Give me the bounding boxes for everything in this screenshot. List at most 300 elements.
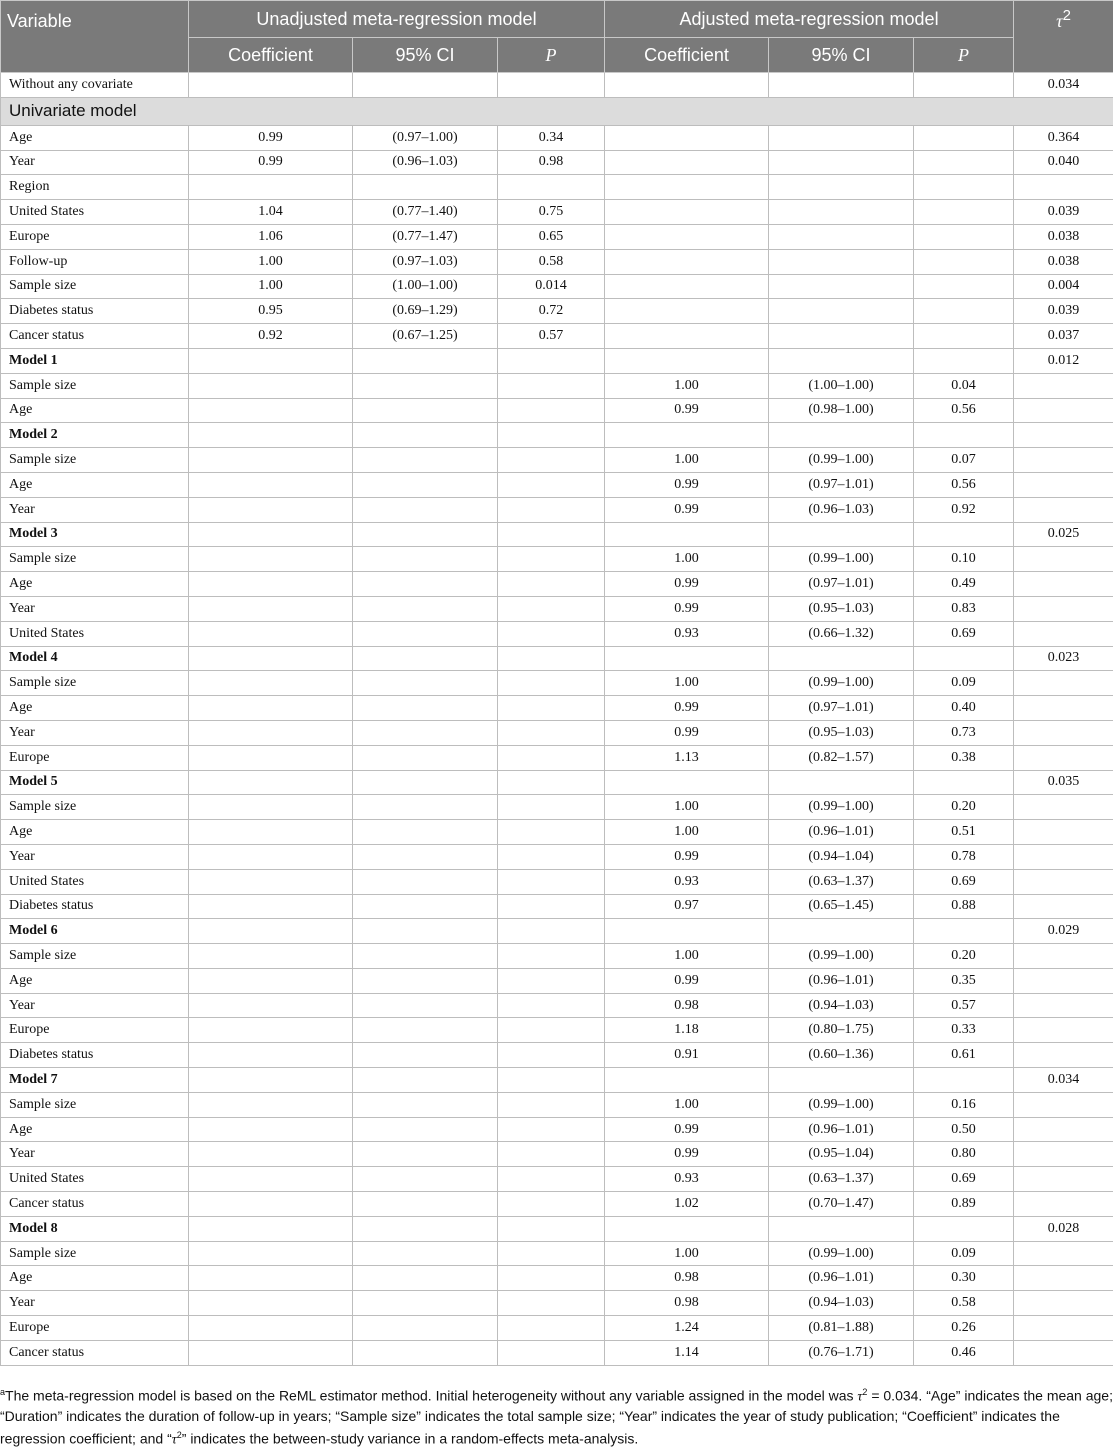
adjusted-p: 0.40 xyxy=(914,696,1014,721)
adjusted-p xyxy=(914,274,1014,299)
unadjusted-p xyxy=(498,423,605,448)
unadjusted-ci xyxy=(353,572,498,597)
adjusted-p xyxy=(914,423,1014,448)
unadjusted-p xyxy=(498,894,605,919)
unadjusted-p xyxy=(498,919,605,944)
tau-squared xyxy=(1014,1142,1113,1167)
unadjusted-p xyxy=(498,348,605,373)
adjusted-ci: (0.99–1.00) xyxy=(769,448,914,473)
tau-squared xyxy=(1014,448,1113,473)
unadjusted-p xyxy=(498,522,605,547)
footnote-text-3: ” indicates the between-study variance in a random-effects meta-analysis. xyxy=(182,1430,639,1446)
table-row xyxy=(1,1142,1113,1167)
adjusted-ci: (0.97–1.01) xyxy=(769,696,914,721)
adjusted-p: 0.57 xyxy=(914,993,1014,1018)
table-row xyxy=(1,844,1113,869)
unadjusted-coefficient xyxy=(189,1316,353,1341)
tau-squared xyxy=(1014,472,1113,497)
unadjusted-ci: (0.97–1.00) xyxy=(353,125,498,150)
unadjusted-p xyxy=(498,646,605,671)
unadjusted-p: 0.58 xyxy=(498,249,605,274)
adjusted-p xyxy=(914,73,1014,98)
unadjusted-p: 0.014 xyxy=(498,274,605,299)
adjusted-coefficient xyxy=(605,73,769,98)
table-row xyxy=(1,73,1113,98)
adjusted-coefficient: 1.13 xyxy=(605,745,769,770)
label-cell: Europe xyxy=(1,745,189,770)
table-row xyxy=(1,572,1113,597)
adjusted-p: 0.09 xyxy=(914,1241,1014,1266)
tau-symbol: τ xyxy=(1056,11,1062,31)
tau-squared: 0.038 xyxy=(1014,249,1113,274)
unadjusted-p xyxy=(498,73,605,98)
label-cell: Sample size xyxy=(1,1241,189,1266)
tau-squared xyxy=(1014,795,1113,820)
adjusted-p: 0.04 xyxy=(914,373,1014,398)
table-row xyxy=(1,1167,1113,1192)
unadjusted-ci xyxy=(353,596,498,621)
table-body xyxy=(1,73,1113,1366)
unadjusted-ci: (0.97–1.03) xyxy=(353,249,498,274)
unadjusted-p xyxy=(498,1092,605,1117)
table-row xyxy=(1,1043,1113,1068)
unadjusted-p xyxy=(498,844,605,869)
tau-squared: 0.039 xyxy=(1014,200,1113,225)
tau-squared xyxy=(1014,1117,1113,1142)
unadjusted-ci xyxy=(353,820,498,845)
adjusted-p xyxy=(914,200,1014,225)
label-cell: Age xyxy=(1,125,189,150)
tau-squared xyxy=(1014,1266,1113,1291)
label-cell: Year xyxy=(1,596,189,621)
tau-squared xyxy=(1014,820,1113,845)
label-cell: Age xyxy=(1,572,189,597)
adjusted-p xyxy=(914,646,1014,671)
adjusted-ci xyxy=(769,224,914,249)
unadjusted-ci: (0.77–1.40) xyxy=(353,200,498,225)
adjusted-coefficient: 1.00 xyxy=(605,373,769,398)
label-cell: Model 4 xyxy=(1,646,189,671)
unadjusted-p xyxy=(498,770,605,795)
unadjusted-coefficient xyxy=(189,1291,353,1316)
adjusted-coefficient xyxy=(605,1068,769,1093)
model-header-row xyxy=(1,423,1113,448)
unadjusted-coefficient xyxy=(189,1167,353,1192)
tau-squared xyxy=(1014,844,1113,869)
unadjusted-p xyxy=(498,398,605,423)
adjusted-coefficient: 0.99 xyxy=(605,497,769,522)
unadjusted-p xyxy=(498,795,605,820)
adjusted-coefficient xyxy=(605,646,769,671)
tau-squared xyxy=(1014,1092,1113,1117)
unadjusted-coefficient xyxy=(189,1018,353,1043)
adjusted-p xyxy=(914,919,1014,944)
adjusted-p: 0.35 xyxy=(914,968,1014,993)
table-row xyxy=(1,1316,1113,1341)
unadjusted-p xyxy=(498,1043,605,1068)
footnote-text-2: = 0.034. “Age” indicates the mean age; “Duration” indicates the duration of follow-up in years; “Sample size” indicates the total sample size; “Year” indicates the year of study publication; “Coefficient” indicates the regression coefficient; and “ xyxy=(0,1388,1113,1447)
unadjusted-coefficient xyxy=(189,1092,353,1117)
tau-squared xyxy=(1014,696,1113,721)
tau-squared xyxy=(1014,621,1113,646)
adjusted-coefficient xyxy=(605,175,769,200)
tau-squared xyxy=(1014,1167,1113,1192)
adjusted-ci: (0.99–1.00) xyxy=(769,795,914,820)
adjusted-ci xyxy=(769,200,914,225)
tau-squared: 0.028 xyxy=(1014,1216,1113,1241)
table-row xyxy=(1,497,1113,522)
unadjusted-p: 0.72 xyxy=(498,299,605,324)
unadjusted-coefficient xyxy=(189,73,353,98)
adjusted-ci xyxy=(769,1068,914,1093)
table-row xyxy=(1,373,1113,398)
table-row xyxy=(1,200,1113,225)
tau-squared: 0.034 xyxy=(1014,1068,1113,1093)
header-adjusted-coefficient: Coefficient xyxy=(605,38,769,73)
unadjusted-p xyxy=(498,1241,605,1266)
unadjusted-ci xyxy=(353,844,498,869)
unadjusted-ci xyxy=(353,175,498,200)
adjusted-p: 0.51 xyxy=(914,820,1014,845)
adjusted-coefficient: 0.97 xyxy=(605,894,769,919)
unadjusted-p xyxy=(498,1316,605,1341)
label-cell: Model 6 xyxy=(1,919,189,944)
unadjusted-coefficient xyxy=(189,820,353,845)
adjusted-coefficient: 1.00 xyxy=(605,671,769,696)
adjusted-coefficient: 1.18 xyxy=(605,1018,769,1043)
unadjusted-coefficient xyxy=(189,1216,353,1241)
adjusted-coefficient: 0.99 xyxy=(605,844,769,869)
unadjusted-ci xyxy=(353,1092,498,1117)
table-header xyxy=(1,1,1113,73)
unadjusted-p: 0.57 xyxy=(498,324,605,349)
model-header-row xyxy=(1,646,1113,671)
table-row xyxy=(1,1241,1113,1266)
tau-squared xyxy=(1014,596,1113,621)
label-cell: Sample size xyxy=(1,671,189,696)
table-row xyxy=(1,448,1113,473)
adjusted-coefficient: 0.99 xyxy=(605,472,769,497)
tau-squared: 0.004 xyxy=(1014,274,1113,299)
table-row xyxy=(1,745,1113,770)
adjusted-coefficient: 0.99 xyxy=(605,596,769,621)
label-cell: Cancer status xyxy=(1,324,189,349)
unadjusted-p xyxy=(498,448,605,473)
unadjusted-p xyxy=(498,671,605,696)
adjusted-p: 0.46 xyxy=(914,1340,1014,1365)
unadjusted-ci xyxy=(353,423,498,448)
unadjusted-ci xyxy=(353,398,498,423)
table-row xyxy=(1,299,1113,324)
unadjusted-p xyxy=(498,175,605,200)
adjusted-coefficient: 1.00 xyxy=(605,1241,769,1266)
table-row xyxy=(1,621,1113,646)
adjusted-coefficient: 0.93 xyxy=(605,1167,769,1192)
adjusted-p: 0.69 xyxy=(914,1167,1014,1192)
table-row xyxy=(1,1340,1113,1365)
adjusted-ci: (0.80–1.75) xyxy=(769,1018,914,1043)
unadjusted-ci xyxy=(353,1167,498,1192)
tau-squared: 0.035 xyxy=(1014,770,1113,795)
table-row xyxy=(1,547,1113,572)
header-unadjusted: Unadjusted meta-regression model xyxy=(189,1,605,38)
adjusted-coefficient: 0.99 xyxy=(605,968,769,993)
label-cell: Sample size xyxy=(1,1092,189,1117)
adjusted-p: 0.20 xyxy=(914,944,1014,969)
adjusted-p xyxy=(914,150,1014,175)
tau-squared xyxy=(1014,869,1113,894)
tau-squared: 0.038 xyxy=(1014,224,1113,249)
tau-squared xyxy=(1014,1043,1113,1068)
unadjusted-ci: (0.69–1.29) xyxy=(353,299,498,324)
footnote-tau-symbol: τ xyxy=(857,1390,862,1405)
unadjusted-ci xyxy=(353,671,498,696)
table-row xyxy=(1,944,1113,969)
adjusted-coefficient xyxy=(605,200,769,225)
unadjusted-ci xyxy=(353,993,498,1018)
unadjusted-ci xyxy=(353,696,498,721)
unadjusted-ci xyxy=(353,795,498,820)
tau-squared xyxy=(1014,175,1113,200)
tau-squared xyxy=(1014,1241,1113,1266)
unadjusted-coefficient xyxy=(189,497,353,522)
label-cell: Diabetes status xyxy=(1,1043,189,1068)
unadjusted-p xyxy=(498,1340,605,1365)
unadjusted-ci xyxy=(353,894,498,919)
adjusted-ci: (0.99–1.00) xyxy=(769,1092,914,1117)
label-cell: Model 5 xyxy=(1,770,189,795)
unadjusted-coefficient xyxy=(189,1043,353,1068)
unadjusted-ci xyxy=(353,646,498,671)
adjusted-coefficient: 1.00 xyxy=(605,944,769,969)
adjusted-coefficient: 1.24 xyxy=(605,1316,769,1341)
tau-squared: 0.040 xyxy=(1014,150,1113,175)
label-cell: Year xyxy=(1,720,189,745)
unadjusted-coefficient xyxy=(189,1266,353,1291)
unadjusted-p xyxy=(498,472,605,497)
table-row xyxy=(1,671,1113,696)
table-row xyxy=(1,869,1113,894)
adjusted-ci: (0.96–1.03) xyxy=(769,497,914,522)
adjusted-coefficient xyxy=(605,299,769,324)
unadjusted-p xyxy=(498,572,605,597)
table-row xyxy=(1,1092,1113,1117)
unadjusted-ci xyxy=(353,547,498,572)
unadjusted-coefficient: 0.99 xyxy=(189,125,353,150)
unadjusted-ci xyxy=(353,497,498,522)
label-cell: Model 7 xyxy=(1,1068,189,1093)
adjusted-p: 0.73 xyxy=(914,720,1014,745)
table-row xyxy=(1,696,1113,721)
label-cell: Cancer status xyxy=(1,1192,189,1217)
table-row xyxy=(1,1291,1113,1316)
label-cell: Year xyxy=(1,1142,189,1167)
adjusted-ci: (0.99–1.00) xyxy=(769,547,914,572)
unadjusted-coefficient xyxy=(189,621,353,646)
model-header-row xyxy=(1,919,1113,944)
unadjusted-p xyxy=(498,968,605,993)
tau-squared xyxy=(1014,547,1113,572)
adjusted-ci: (1.00–1.00) xyxy=(769,373,914,398)
tau-squared xyxy=(1014,572,1113,597)
header-tau-squared xyxy=(1014,1,1113,73)
unadjusted-ci xyxy=(353,1216,498,1241)
tau-squared xyxy=(1014,1192,1113,1217)
unadjusted-coefficient xyxy=(189,646,353,671)
unadjusted-ci xyxy=(353,745,498,770)
label-cell: Sample size xyxy=(1,944,189,969)
adjusted-ci xyxy=(769,150,914,175)
unadjusted-coefficient xyxy=(189,720,353,745)
adjusted-coefficient xyxy=(605,423,769,448)
unadjusted-p: 0.98 xyxy=(498,150,605,175)
unadjusted-coefficient: 1.04 xyxy=(189,200,353,225)
adjusted-p: 0.56 xyxy=(914,398,1014,423)
unadjusted-p xyxy=(498,869,605,894)
unadjusted-coefficient xyxy=(189,869,353,894)
adjusted-p: 0.30 xyxy=(914,1266,1014,1291)
unadjusted-coefficient xyxy=(189,472,353,497)
unadjusted-coefficient xyxy=(189,1068,353,1093)
label-cell: Year xyxy=(1,150,189,175)
adjusted-coefficient: 0.99 xyxy=(605,1117,769,1142)
adjusted-ci: (0.94–1.03) xyxy=(769,1291,914,1316)
unadjusted-p xyxy=(498,373,605,398)
adjusted-p xyxy=(914,299,1014,324)
unadjusted-coefficient: 1.06 xyxy=(189,224,353,249)
table-footnote xyxy=(0,1383,1113,1449)
unadjusted-ci xyxy=(353,1291,498,1316)
unadjusted-coefficient xyxy=(189,745,353,770)
table-row xyxy=(1,175,1113,200)
table-row xyxy=(1,398,1113,423)
adjusted-ci: (0.97–1.01) xyxy=(769,572,914,597)
adjusted-ci: (0.96–1.01) xyxy=(769,968,914,993)
adjusted-p xyxy=(914,249,1014,274)
adjusted-ci: (0.76–1.71) xyxy=(769,1340,914,1365)
adjusted-coefficient: 0.99 xyxy=(605,696,769,721)
adjusted-coefficient: 1.14 xyxy=(605,1340,769,1365)
adjusted-p: 0.69 xyxy=(914,621,1014,646)
adjusted-p: 0.20 xyxy=(914,795,1014,820)
tau-squared: 0.034 xyxy=(1014,73,1113,98)
label-cell: Model 2 xyxy=(1,423,189,448)
unadjusted-coefficient xyxy=(189,175,353,200)
adjusted-ci xyxy=(769,423,914,448)
adjusted-ci: (0.94–1.03) xyxy=(769,993,914,1018)
unadjusted-ci xyxy=(353,919,498,944)
label-cell: Europe xyxy=(1,1316,189,1341)
tau-squared xyxy=(1014,398,1113,423)
adjusted-ci xyxy=(769,770,914,795)
adjusted-ci: (0.99–1.00) xyxy=(769,944,914,969)
adjusted-p: 0.50 xyxy=(914,1117,1014,1142)
unadjusted-ci xyxy=(353,448,498,473)
unadjusted-ci xyxy=(353,73,498,98)
tau-squared: 0.037 xyxy=(1014,324,1113,349)
footnote-tau-symbol-2: τ xyxy=(172,1432,177,1447)
adjusted-ci: (0.98–1.00) xyxy=(769,398,914,423)
label-cell: Sample size xyxy=(1,547,189,572)
model-header-row xyxy=(1,522,1113,547)
adjusted-ci: (0.95–1.03) xyxy=(769,596,914,621)
adjusted-coefficient: 1.00 xyxy=(605,820,769,845)
label-cell: Age xyxy=(1,398,189,423)
adjusted-coefficient xyxy=(605,324,769,349)
label-cell: Age xyxy=(1,820,189,845)
adjusted-ci: (0.66–1.32) xyxy=(769,621,914,646)
unadjusted-coefficient xyxy=(189,671,353,696)
section-row xyxy=(1,97,1113,125)
adjusted-ci xyxy=(769,348,914,373)
model-header-row xyxy=(1,1216,1113,1241)
tau-squared xyxy=(1014,373,1113,398)
table-row xyxy=(1,324,1113,349)
unadjusted-p xyxy=(498,745,605,770)
adjusted-coefficient: 0.99 xyxy=(605,720,769,745)
unadjusted-p xyxy=(498,1018,605,1043)
model-header-row xyxy=(1,348,1113,373)
model-header-row xyxy=(1,1068,1113,1093)
adjusted-coefficient: 0.91 xyxy=(605,1043,769,1068)
unadjusted-coefficient xyxy=(189,398,353,423)
table-row xyxy=(1,472,1113,497)
label-cell: Age xyxy=(1,1266,189,1291)
adjusted-coefficient: 1.02 xyxy=(605,1192,769,1217)
unadjusted-coefficient xyxy=(189,795,353,820)
tau-squared: 0.039 xyxy=(1014,299,1113,324)
unadjusted-p xyxy=(498,547,605,572)
adjusted-coefficient xyxy=(605,919,769,944)
unadjusted-coefficient xyxy=(189,919,353,944)
unadjusted-coefficient xyxy=(189,944,353,969)
unadjusted-coefficient xyxy=(189,572,353,597)
adjusted-coefficient xyxy=(605,522,769,547)
unadjusted-ci: (0.77–1.47) xyxy=(353,224,498,249)
adjusted-ci: (0.81–1.88) xyxy=(769,1316,914,1341)
adjusted-coefficient: 1.00 xyxy=(605,1092,769,1117)
adjusted-ci: (0.97–1.01) xyxy=(769,472,914,497)
label-cell: Sample size xyxy=(1,274,189,299)
adjusted-ci: (0.94–1.04) xyxy=(769,844,914,869)
adjusted-ci xyxy=(769,73,914,98)
header-unadjusted-coefficient: Coefficient xyxy=(189,38,353,73)
adjusted-coefficient: 0.98 xyxy=(605,1291,769,1316)
adjusted-coefficient: 1.00 xyxy=(605,448,769,473)
tau-squared: 0.025 xyxy=(1014,522,1113,547)
tau-exponent: 2 xyxy=(1063,7,1071,24)
table-row xyxy=(1,1018,1113,1043)
unadjusted-coefficient: 0.95 xyxy=(189,299,353,324)
label-cell: United States xyxy=(1,1167,189,1192)
adjusted-coefficient: 0.99 xyxy=(605,1142,769,1167)
adjusted-ci: (0.63–1.37) xyxy=(769,869,914,894)
adjusted-p xyxy=(914,175,1014,200)
tau-squared xyxy=(1014,1291,1113,1316)
tau-squared xyxy=(1014,968,1113,993)
adjusted-p: 0.26 xyxy=(914,1316,1014,1341)
unadjusted-coefficient xyxy=(189,348,353,373)
p-label: P xyxy=(546,45,557,65)
unadjusted-coefficient: 1.00 xyxy=(189,274,353,299)
unadjusted-ci xyxy=(353,1142,498,1167)
header-adjusted-p xyxy=(914,38,1014,73)
unadjusted-coefficient xyxy=(189,844,353,869)
unadjusted-p xyxy=(498,497,605,522)
section-label: Univariate model xyxy=(1,97,1113,125)
label-cell: Age xyxy=(1,968,189,993)
tau-squared xyxy=(1014,894,1113,919)
